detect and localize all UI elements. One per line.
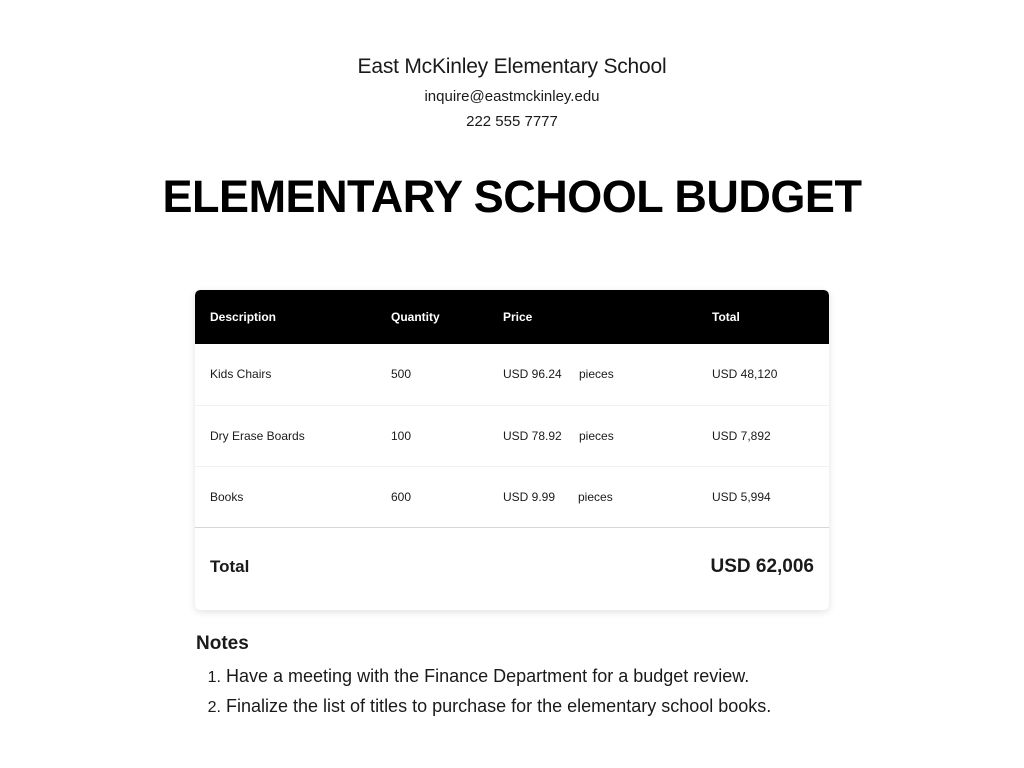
school-name: East McKinley Elementary School — [357, 55, 667, 78]
header-quantity: Quantity — [391, 310, 440, 324]
notes-section — [196, 632, 896, 722]
note-text: Have a meeting with the Finance Department for a budget review. — [226, 666, 750, 686]
table-header-row — [195, 290, 829, 344]
notes-heading: Notes — [196, 633, 249, 654]
note-item — [196, 662, 896, 692]
item-total: USD 48,120 — [712, 367, 778, 381]
item-description: Books — [210, 490, 244, 504]
notes-list — [196, 662, 896, 722]
item-unit: pieces — [579, 429, 614, 443]
item-unit: pieces — [579, 367, 614, 381]
item-price: USD 96.24 — [503, 367, 562, 381]
header-description: Description — [210, 310, 277, 324]
table-row — [195, 467, 829, 528]
school-phone: 222 555 7777 — [466, 113, 558, 130]
note-number: 1. — [207, 669, 221, 686]
item-total: USD 7,892 — [712, 429, 771, 443]
total-label: Total — [210, 557, 250, 576]
header-price: Price — [503, 310, 533, 324]
school-header — [0, 54, 1024, 131]
item-price: USD 78.92 — [503, 429, 562, 443]
item-price: USD 9.99 — [503, 490, 556, 504]
item-description: Kids Chairs — [210, 367, 272, 381]
item-unit: pieces — [578, 490, 613, 504]
item-quantity: 100 — [391, 429, 412, 443]
item-quantity: 600 — [391, 490, 412, 504]
note-number: 2. — [207, 699, 221, 716]
note-text: Finalize the list of titles to purchase for the elementary school books. — [226, 696, 772, 716]
table-total-row — [195, 528, 829, 609]
table-row — [195, 406, 829, 467]
item-description: Dry Erase Boards — [210, 429, 305, 443]
item-quantity: 500 — [391, 367, 412, 381]
school-email: inquire@eastmckinley.edu — [424, 88, 600, 105]
note-item — [196, 692, 896, 722]
header-total: Total — [712, 310, 740, 324]
item-total: USD 5,994 — [712, 490, 771, 504]
total-value: USD 62,006 — [710, 556, 814, 577]
document-title: ELEMENTARY SCHOOL BUDGET — [162, 171, 862, 222]
budget-table — [195, 290, 829, 610]
table-row — [195, 344, 829, 406]
